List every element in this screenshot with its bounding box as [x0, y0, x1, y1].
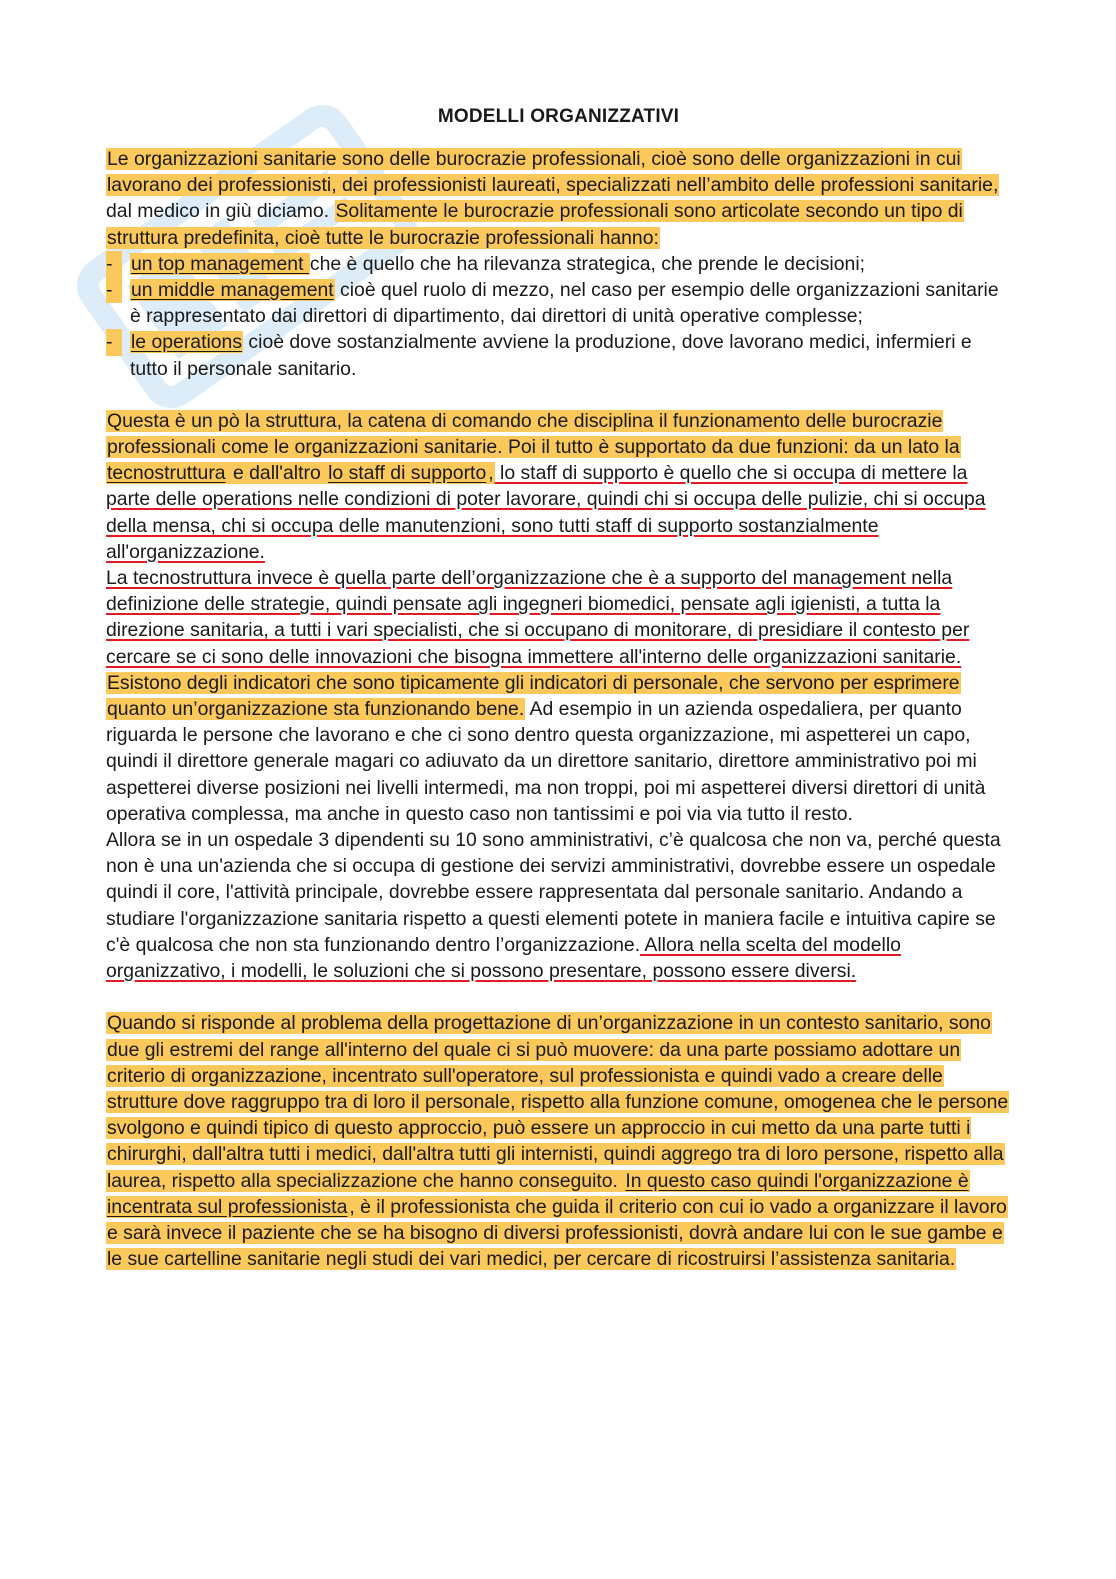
list-term: un top management	[131, 252, 309, 275]
highlight-underline-span: tecnostruttura	[107, 462, 226, 485]
paragraph-hospital-example	[106, 827, 1011, 984]
highlight-underline-span: lo staff di supporto	[328, 462, 487, 485]
highlight-span: Questa è un pò la struttura, la catena di comando che disciplina il funzionamento delle burocrazie professionali come le organizzazioni sanitarie. Poi il tutto è supportato da due funzioni: da un lato la	[107, 409, 960, 459]
management-levels-list	[106, 251, 1011, 382]
highlight-span: Le organizzazioni sanitarie sono delle burocrazie professionali, cioè sono delle organizzazioni in cui lavorano dei professionisti, dei professionisti laureati, specializzati nell’ambito delle professioni sanitarie,	[107, 148, 999, 197]
highlight-underline-span: In questo caso quindi l'organizzazione è incentrata sul professionista	[107, 1169, 969, 1218]
highlight-span: ,	[488, 462, 494, 485]
paragraph-tecnostruttura	[106, 565, 1011, 670]
list-term: le operations	[131, 331, 243, 354]
text-span: Allora se in un ospedale 3 dipendenti su 10 sono amministrativi, c’è qualcosa che non va, perché questa non è una un'azienda che si occupa di gestione dei servizi amministrativi, dovrebbe essere un ospedale quindi il core, l'attività principale, dovrebbe essere rappresentata dal personale sanitario. Andando a studiare l'organizzazione sanitaria rispetto a questi elementi potete in maniera facile e intuitiva capire se c'è qualcosa che non sta funzionando dentro l’organizzazione.	[106, 829, 1001, 956]
highlight-span: , è il professionista che guida il criterio con cui io vado a organizzare il lavoro e sarà invece il paziente che se ha bisogno di diversi professionisti, dovrà andare lui con le sue gambe e le sue cartelline sanitarie negli studi dei vari medici, per cercare di ricostruirsi l’assistenza sanitaria.	[107, 1195, 1007, 1271]
text-span: dal medico in giù diciamo.	[106, 200, 335, 223]
red-underline-span: La tecnostruttura invece è quella parte dell’organizzazione che è a supporto del management nella definizione delle strategie, quindi pensate agli ingegneri biomedici, pensate agli igienisti, a tutta la direzione sanitaria, a tutti i vari specialisti, che si occupano di monitorare, di presidiare il contesto per cercare se ci sono delle innovazioni che bisogna immettere all'interno delle organizzazioni sanitarie.	[106, 567, 970, 668]
text-span: Ad esempio in un azienda ospedaliera, per quanto riguarda le persone che lavorano e che ci sono dentro questa organizzazione, mi aspetterei un capo, quindi il direttore generale magari co adiuvato da un direttore sanitario, direttore amministrativo poi mi aspetterei diverse posizioni nei livelli intermedi, ma non troppi, poi mi aspetterei diversi direttori di unità operativa complessa, ma anche in questo caso non tantissimi e poi via via tutto il resto.	[106, 698, 986, 825]
page-title: MODELLI ORGANIZZATIVI	[437, 106, 680, 127]
list-text: cioè dove sostanzialmente avviene la produzione, dove lavorano medici, infermieri e tutto il personale sanitario.	[130, 331, 972, 380]
paragraph-intro	[106, 146, 1011, 251]
list-dash: -	[106, 277, 122, 303]
list-text: cioè quel ruolo di mezzo, nel caso per esempio delle organizzazioni sanitarie è rappresentato dai direttori di dipartimento, dai direttori di unità operative complesse;	[130, 279, 999, 328]
red-underline-span: Allora nella scelta del modello organizzativo, i modelli, le soluzioni che si possono presentare, possono essere diversi.	[106, 933, 901, 983]
paragraph-gap	[106, 984, 1011, 1010]
list-dash: -	[106, 251, 122, 277]
paragraph-structure	[106, 408, 1011, 565]
list-item	[106, 251, 1011, 277]
list-item	[106, 277, 1011, 329]
list-item	[106, 329, 1011, 381]
highlight-span: Solitamente le burocrazie professionali sono articolate secondo un tipo di struttura predefinita, cioè tutte le burocrazie professionali hanno:	[107, 200, 963, 249]
list-text: che è quello che ha rilevanza strategica, che prende le decisioni;	[309, 252, 866, 275]
list-dash: -	[106, 329, 122, 355]
highlight-span: e dall'altro	[227, 462, 327, 485]
highlight-span: Quando si risponde al problema della progettazione di un’organizzazione in un contesto sanitario, sono due gli estremi del range all'interno del quale ci si può muovere: da una parte possiamo adottare un criterio di organizzazione, incentrato sull'operatore, sul professionista e quindi vado a creare delle strutture dove raggruppo tra di loro il personale, rispetto alla funzione comune, omogenea che le persone svolgono e quindi tipico di questo approccio, può essere un approccio in cui metto da una parte tutti i chirurghi, dall'altra tutti i medici, dall'altra tutti gli internisti, quindi aggrego tra di loro persone, rispetto alla laurea, rispetto alla specializzazione che hanno conseguito.	[107, 1012, 1009, 1192]
document-page	[106, 100, 1011, 1272]
paragraph-design	[106, 1010, 1011, 1272]
highlight-span: Esistono degli indicatori che sono tipicamente gli indicatori di personale, che servono per esprimere quanto un’organizzazione sta funzionando bene.	[107, 671, 960, 721]
paragraph-gap	[106, 382, 1011, 408]
list-term: un middle management	[131, 279, 334, 302]
red-underline-span: lo staff di supporto è quello che si occupa di mettere la parte delle operations nelle condizioni di poter lavorare, quindi chi si occupa delle pulizie, chi si occupa della mensa, chi si occupa delle manutenzioni, sono tutti staff di supporto sostanzialmente all'organizzazione.	[106, 462, 986, 563]
paragraph-indicators	[106, 670, 1011, 827]
